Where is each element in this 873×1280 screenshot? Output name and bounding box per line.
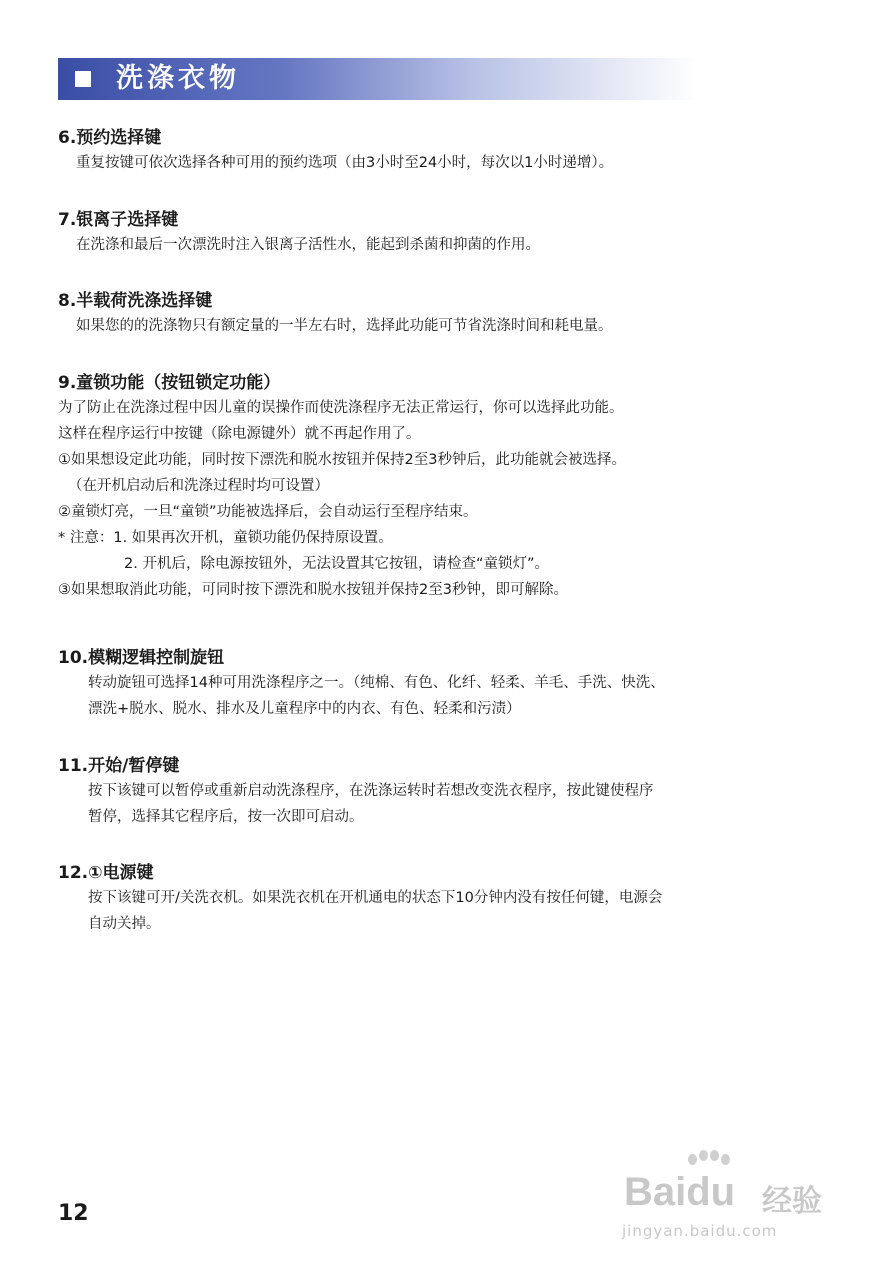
watermark-logo-text: Baidu	[624, 1170, 736, 1214]
paragraph-line: ③如果想取消此功能，可同时按下漂洗和脱水按钮并保持2至3秒钟，即可解除。	[58, 582, 568, 598]
note-line: 2. 开机后，除电源按钮外，无法设置其它按钮，请检查“童锁灯”。	[124, 556, 549, 572]
section-half-load-key	[58, 289, 838, 339]
section-start-pause-key	[58, 754, 838, 830]
paragraph-line: 这样在程序运行中按键（除电源键外）就不再起作用了。	[58, 426, 421, 442]
paragraph-line: ①如果想设定此功能，同时按下漂洗和脱水按钮并保持2至3秒钟后，此功能就会被选择。	[58, 452, 626, 468]
section-heading: 7.银离子选择键	[58, 210, 179, 230]
section-banner	[58, 58, 698, 100]
section-heading: 11.开始/暂停键	[58, 756, 180, 776]
page-number: 12	[58, 1201, 89, 1226]
paragraph-line: 按下该键可开/关洗衣机。如果洗衣机在开机通电的状态下10分钟内没有按任何键，电源会	[88, 890, 663, 906]
section-silver-ion-key	[58, 208, 838, 258]
watermark-label: 经验	[762, 1184, 822, 1219]
paragraph-line: 按下该键可以暂停或重新启动洗涤程序，在洗涤运转时若想改变洗衣程序，按此键使程序	[88, 783, 654, 799]
paragraph-line: 重复按键可依次选择各种可用的预约选项（由3小时至24小时，每次以1小时递增）。	[76, 155, 614, 171]
section-heading: 8.半载荷洗涤选择键	[58, 291, 213, 311]
paragraph-line: 暂停，选择其它程序后，按一次即可启动。	[88, 809, 364, 825]
watermark-url: jingyan.baidu.com	[622, 1222, 778, 1240]
section-heading: 9.童锁功能（按钮锁定功能）	[58, 373, 281, 393]
section-child-lock	[58, 371, 838, 603]
paragraph-line: ②童锁灯亮，一旦“童锁”功能被选择后，会自动运行至程序结束。	[58, 504, 478, 520]
page-title: 洗涤衣物	[116, 63, 240, 94]
paragraph-line: 漂洗+脱水、脱水、排水及儿童程序中的内衣、有色、轻柔和污渍）	[88, 701, 521, 717]
section-reservation-key	[58, 126, 838, 176]
section-heading: 12.①电源键	[58, 863, 154, 883]
baidu-jingyan-watermark	[612, 1150, 827, 1250]
section-fuzzy-logic-knob	[58, 646, 838, 722]
paragraph-line: 转动旋钮可选择14种可用洗涤程序之一。（纯棉、有色、化纤、轻柔、羊毛、手洗、快洗、	[88, 675, 665, 691]
section-heading: 10.模糊逻辑控制旋钮	[58, 648, 225, 668]
paragraph-line: 如果您的的洗涤物只有额定量的一半左右时，选择此功能可节省洗涤时间和耗电量。	[76, 318, 613, 334]
paragraph-line: （在开机启动后和洗涤过程时均可设置）	[68, 478, 329, 494]
paragraph-line: 在洗涤和最后一次漂洗时注入银离子活性水，能起到杀菌和抑菌的作用。	[76, 237, 540, 253]
paragraph-line: 自动关掉。	[88, 916, 161, 932]
section-power-key	[58, 861, 838, 937]
section-heading: 6.预约选择键	[58, 128, 162, 148]
square-bullet-icon	[75, 71, 91, 87]
note-line: * 注意：1. 如果再次开机，童锁功能仍保持原设置。	[58, 530, 393, 546]
paragraph-line: 为了防止在洗涤过程中因儿童的误操作而使洗涤程序无法正常运行，你可以选择此功能。	[58, 400, 624, 416]
